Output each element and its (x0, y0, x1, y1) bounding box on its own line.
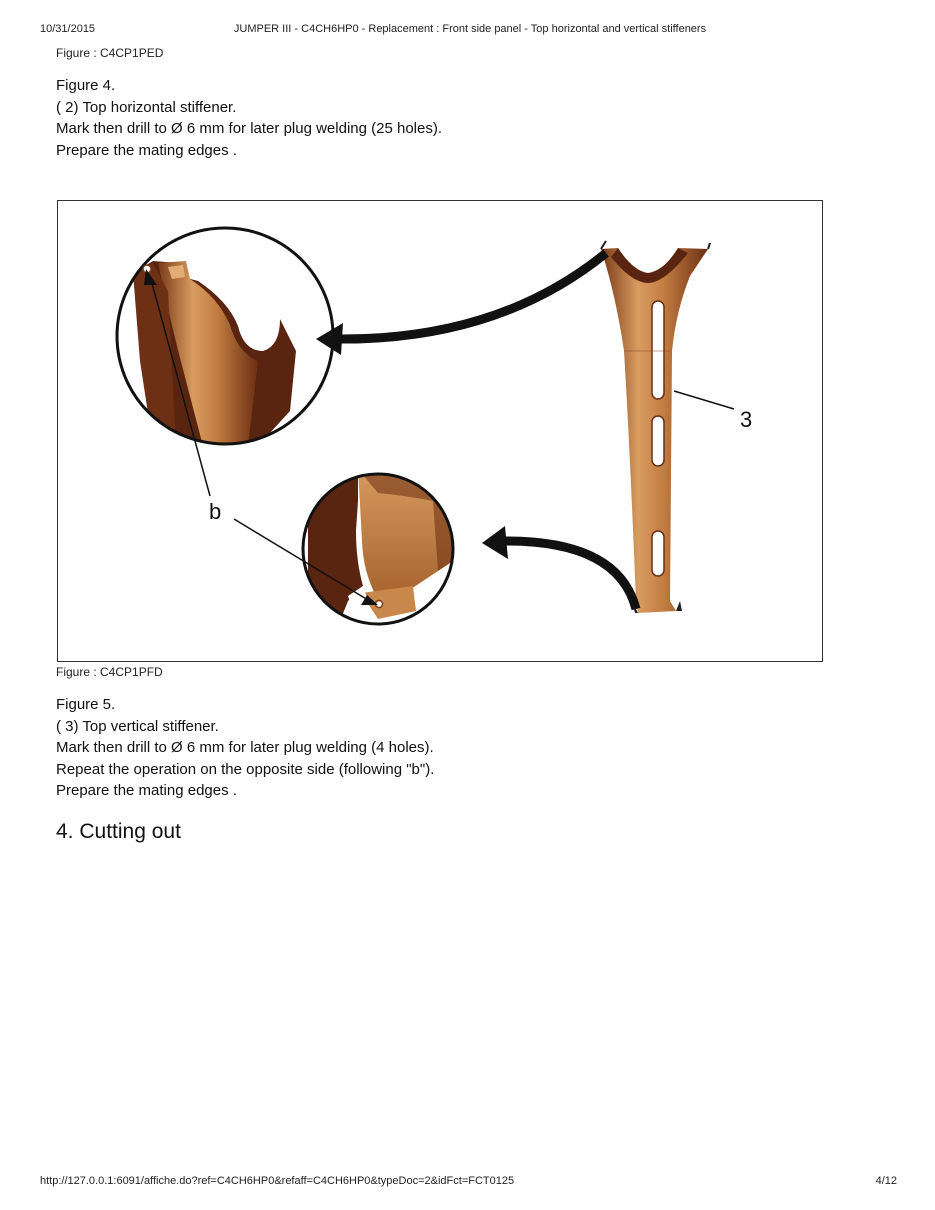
figure5-title: Figure 5. (56, 696, 116, 713)
footer-page-number: 4/12 (875, 1175, 897, 1187)
figure-caption: Figure : C4CP1PFD (56, 665, 163, 679)
vertical-stiffener-part (601, 241, 710, 613)
figure5-instruction-2: Repeat the operation on the opposite side (following "b"). (56, 760, 435, 778)
figure4-title: Figure 4. (56, 77, 116, 94)
figure5-description (56, 694, 434, 802)
detail-top-zoom (117, 228, 333, 446)
part-label-3: 3 (740, 407, 753, 432)
curved-arrow-top (316, 253, 606, 355)
stiffener-diagram (58, 201, 822, 661)
footer-url: http://127.0.0.1:6091/affiche.do?ref=C4CH6HP0&refaff=C4CH6HP0&typeDoc=2&idFct=FCT0125 (40, 1175, 515, 1187)
figure-illustration (57, 200, 823, 662)
detail-bottom-zoom (303, 461, 453, 624)
figure5-instruction-3: Prepare the mating edges . (56, 782, 237, 799)
figure4-instruction: Mark then drill to Ø 6 mm for later plug welding (25 holes). (56, 120, 442, 137)
figure5-item: ( 3) Top vertical stiffener. (56, 717, 219, 735)
previous-figure-caption: Figure : C4CP1PED (56, 46, 164, 60)
point-label-b: b (209, 499, 222, 524)
section-heading: 4. Cutting out (56, 820, 181, 843)
figure4-item: ( 2) Top horizontal stiffener. (56, 98, 237, 116)
header-title: JUMPER III - C4CH6HP0 - Replacement : Front side panel - Top horizontal and vertical stiffeners (233, 23, 707, 35)
figure4-description (56, 75, 442, 161)
figure4-instruction-2: Prepare the mating edges . (56, 141, 237, 159)
header-date: 10/31/2015 (40, 23, 96, 35)
curved-arrow-bottom (482, 526, 636, 609)
figure5-instruction: Mark then drill to Ø 6 mm for later plug welding (4 holes). (56, 739, 434, 756)
